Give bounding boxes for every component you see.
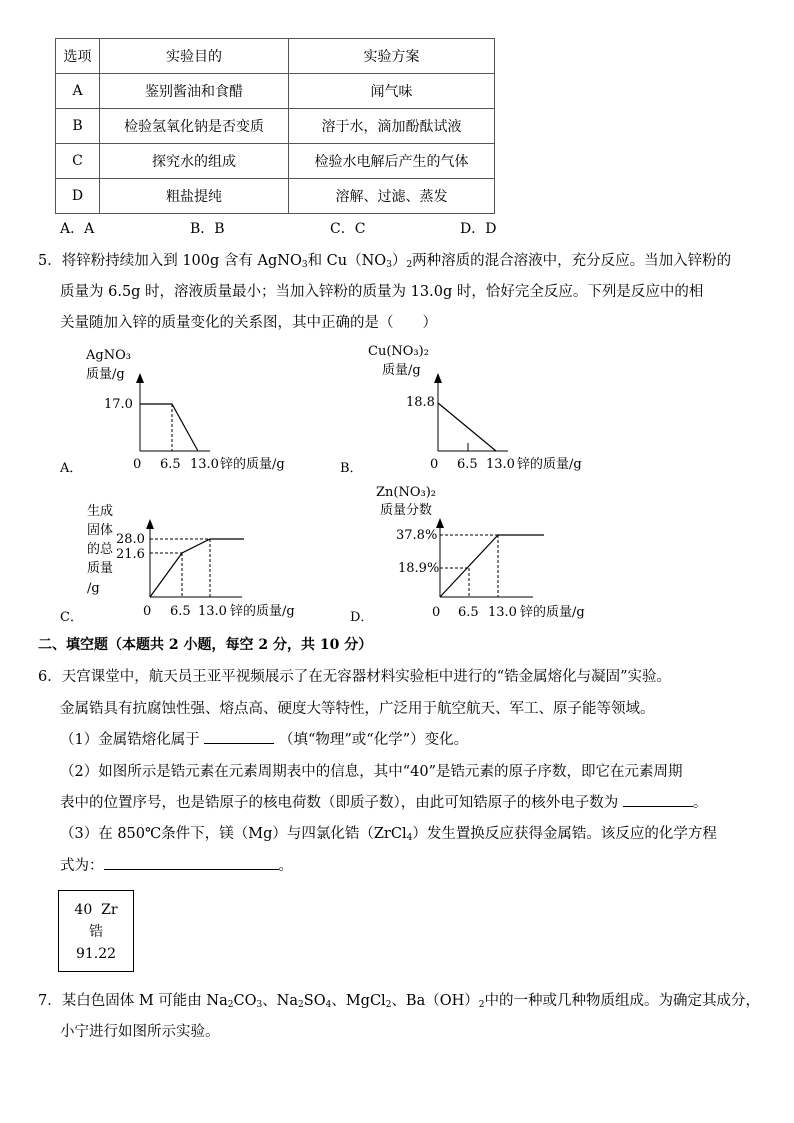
element-number-symbol: 40 Zr <box>74 902 118 918</box>
table-cell: 溶于水，滴加酚酞试液 <box>289 109 495 144</box>
graph-c-line <box>150 539 244 597</box>
graph-a-y-arrow <box>136 373 144 383</box>
graph-d-x0: 0 <box>432 605 441 620</box>
graph-c-x2: 13.0 <box>198 604 227 619</box>
q6-part3-line1: （3）在 850℃条件下，镁（Mg）与四氯化锆（ZrCl$_4$）发生置换反应获得金属锆。该反应的化学方程 <box>60 826 717 843</box>
q7-line1: 7．某白色固体 M 可能由 $Na_2CO_3$、$Na_2SO_4$、MgCl$_2$、$Ba(OH)_2$中的一种或几种物质组成。为确定其成分， <box>38 993 761 1010</box>
table-cell: A <box>56 74 100 109</box>
graph-b-x2: 13.0 <box>486 457 515 472</box>
table-row <box>56 109 495 144</box>
graph-c-y-arrow <box>146 519 154 529</box>
graph-b-y1: 18.8 <box>406 395 435 410</box>
graph-a-y1: 17.0 <box>104 397 133 412</box>
graph-c-xlabel: 锌的质量/g <box>230 604 295 619</box>
graph-b <box>340 345 600 480</box>
graph-a-x2: 13.0 <box>190 457 219 472</box>
table-cell: 探究水的组成 <box>100 144 289 179</box>
q5-line3: 关量随加入锌的质量变化的关系图，其中正确的是（ ） <box>60 315 437 331</box>
graph-c <box>60 497 320 627</box>
graph-b-ylabel1: Cu(NO₃)₂ <box>368 344 429 359</box>
graph-c-ylabel-2: 的总 <box>87 542 114 557</box>
table-header: 实验方案 <box>289 39 495 74</box>
q6-part2-line1: （2）如图所示是锆元素在元素周期表中的信息，其中“40”是锆元素的原子序数，即它在元素周期 <box>60 764 683 780</box>
graph-a-ylabel1: AgNO₃ <box>86 348 131 363</box>
table-cell: D <box>56 179 100 214</box>
graph-b-xlabel: 锌的质量/g <box>517 457 582 472</box>
table-cell: 检验水电解后产生的气体 <box>289 144 495 179</box>
graph-d-y1: 37.8% <box>396 528 438 543</box>
graph-b-x1: 6.5 <box>457 457 478 472</box>
graph-b-line <box>438 403 496 451</box>
graph-a <box>60 345 310 480</box>
graph-c-ylabel-0: 生成 <box>87 504 114 519</box>
q5-line2: 质量为 6.5g 时，溶液质量最小；当加入锌粉的质量为 13.0g 时，恰好完全反应。下列是反应中的相 <box>60 284 704 300</box>
graph-d-option: D． <box>350 610 374 625</box>
table-cell: 鉴别酱油和食醋 <box>100 74 289 109</box>
q5-line1: 5．将锌粉持续加入到 100g 含有 AgNO$_3$和 $Cu(NO_3)_2$两种溶质的混合溶液中，充分反应。当加入锌粉的 <box>38 253 732 270</box>
graph-c-y1: 28.0 <box>116 532 145 547</box>
graph-d <box>348 484 608 627</box>
q6-line2: 金属锆具有抗腐蚀性强、熔点高、硬度大等特性，广泛用于航空航天、军工、原子能等领域。 <box>60 701 655 717</box>
answer-blank-2[interactable] <box>623 792 693 807</box>
graph-a-option: A． <box>60 461 83 476</box>
element-mass: 91.22 <box>75 946 117 962</box>
table-cell: 溶解、过滤、蒸发 <box>289 179 495 214</box>
element-card-zr <box>58 890 134 972</box>
table-row <box>56 144 495 179</box>
q6-line1: 6．天宫课堂中，航天员王亚平视频展示了在无容器材料实验柜中进行的“锆金属熔化与凝固”实验。 <box>38 669 672 685</box>
table-header: 选项 <box>56 39 100 74</box>
graph-d-line <box>440 535 544 597</box>
table-row <box>56 74 495 109</box>
answer-blank-1[interactable] <box>204 729 274 744</box>
graph-a-x0: 0 <box>133 457 142 472</box>
graph-c-ylabel-3: 质量 <box>87 561 114 576</box>
graph-c-option: C． <box>60 610 83 625</box>
graph-c-x0: 0 <box>143 604 152 619</box>
answer-blank-3[interactable] <box>104 855 279 870</box>
graph-c-ylabel-4: /g <box>87 581 100 596</box>
graph-d-xlabel: 锌的质量/g <box>520 605 585 620</box>
graph-d-y-arrow <box>436 518 444 528</box>
graph-a-line <box>140 404 198 451</box>
graph-d-x1: 6.5 <box>458 605 479 620</box>
table-cell: B <box>56 109 100 144</box>
graph-b-x0: 0 <box>430 457 439 472</box>
table-cell: C <box>56 144 100 179</box>
graph-b-y-arrow <box>434 373 442 383</box>
graph-c-y2: 21.6 <box>116 547 145 562</box>
graph-a-x1: 6.5 <box>160 457 181 472</box>
table-cell: 检验氢氧化钠是否变质 <box>100 109 289 144</box>
q6-part2-line2: 表中的位置序号，也是锆原子的核电荷数（即质子数），由此可知锆原子的核外电子数为 。 <box>60 792 707 814</box>
graph-d-ylabel2: 质量分数 <box>380 503 433 518</box>
q4-choice-d: D．D <box>460 221 497 237</box>
q4-choice-b: B．B <box>190 221 225 237</box>
q6-part1: （1）金属锆熔化属于 （填“物理”或“化学”）变化。 <box>60 729 468 751</box>
graph-d-y2: 18.9% <box>398 561 440 576</box>
graph-a-ylabel2: 质量/g <box>86 367 125 382</box>
graph-d-ylabel1: Zn(NO₃)₂ <box>376 485 437 500</box>
element-name: 锆 <box>89 924 103 940</box>
q7-line2: 小宁进行如图所示实验。 <box>60 1024 220 1040</box>
section-heading: 二、填空题（本题共 2 小题，每空 2 分，共 10 分） <box>38 637 373 653</box>
graph-a-xlabel: 锌的质量/g <box>220 457 285 472</box>
graph-c-ylabel-1: 固体 <box>87 523 114 538</box>
table-row <box>56 179 495 214</box>
graph-b-ylabel2: 质量/g <box>382 363 421 378</box>
graph-d-x2: 13.0 <box>488 605 517 620</box>
table-cell: 闻气味 <box>289 74 495 109</box>
table-header: 实验目的 <box>100 39 289 74</box>
graph-c-x1: 6.5 <box>170 604 191 619</box>
q4-choice-a: A．A <box>60 221 95 237</box>
table-cell: 粗盐提纯 <box>100 179 289 214</box>
options-table <box>55 38 495 214</box>
q4-choice-c: C．C <box>330 221 366 237</box>
graph-b-option: B． <box>340 461 363 476</box>
q6-part3-line2: 式为： 。 <box>60 855 293 877</box>
table-header-row <box>56 39 495 74</box>
